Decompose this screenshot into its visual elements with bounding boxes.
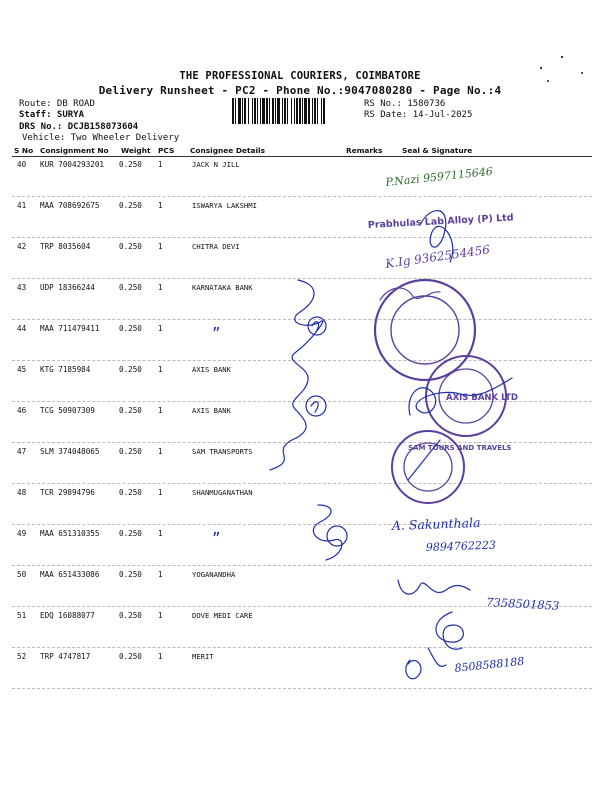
cell-sno: 46 <box>17 406 27 415</box>
cell-consignment: TCR 29894796 <box>40 488 95 497</box>
barcode-bar <box>308 98 310 124</box>
row-divider <box>12 565 592 566</box>
cell-sno: 43 <box>17 283 27 292</box>
barcode-bar <box>260 98 261 124</box>
signature-row-42: K.Ig 9362554456 <box>384 242 491 271</box>
cell-details: KARNATAKA BANK <box>192 283 253 292</box>
cell-consignment: KUR 7004293201 <box>40 160 105 169</box>
barcode-bar <box>321 98 322 124</box>
barcode-bar <box>272 98 274 124</box>
company-title: THE PROFESSIONAL COURIERS, COIMBATORE <box>179 70 421 82</box>
cell-pcs: 1 <box>158 324 163 333</box>
barcode-bar <box>242 98 243 124</box>
signature-loop-mark <box>311 402 318 412</box>
paper-speck <box>540 67 542 69</box>
header-rule <box>12 156 592 157</box>
cell-weight: 0.250 <box>119 488 142 497</box>
row-divider <box>12 278 592 279</box>
cell-weight: 0.250 <box>119 406 142 415</box>
cell-pcs: 1 <box>158 406 163 415</box>
barcode-bar <box>304 98 307 124</box>
signature-phone-row-49: 9894762223 <box>425 538 497 554</box>
cell-consignment: MAA 711479411 <box>40 324 100 333</box>
row-divider <box>12 647 592 648</box>
row-divider <box>12 524 592 525</box>
paper-speck <box>561 56 563 58</box>
ditto-mark: ” <box>212 326 221 342</box>
cell-pcs: 1 <box>158 242 163 251</box>
cell-details: AXIS BANK <box>192 365 231 374</box>
barcode-bar <box>282 98 283 124</box>
barcode-bar <box>254 98 256 124</box>
signature-scribble-row-42 <box>380 288 440 300</box>
row-divider <box>12 688 592 689</box>
signature-scribble-row-50 <box>398 580 470 594</box>
cell-consignment: SLM 374048065 <box>40 447 100 456</box>
row-divider <box>12 401 592 402</box>
cell-weight: 0.250 <box>119 447 142 456</box>
signature-loop <box>306 396 326 416</box>
barcode-bar <box>257 98 258 124</box>
cell-weight: 0.250 <box>119 283 142 292</box>
cell-pcs: 1 <box>158 201 163 210</box>
col-header-consignment: Consignment No <box>40 146 109 155</box>
barcode-bar <box>317 98 318 124</box>
cell-details: JACK N JILL <box>192 160 240 169</box>
cell-weight: 0.250 <box>119 529 142 538</box>
barcode-bar <box>294 98 295 124</box>
vehicle-label: Vehicle: Two Wheeler Delivery <box>22 133 180 143</box>
barcode-bar <box>266 98 268 124</box>
cell-consignment: MAA 651310355 <box>40 529 100 538</box>
company-stamp-row-41: Prabhulas Lab Alloy (P) Ltd <box>367 212 514 231</box>
barcode-bar <box>291 98 292 124</box>
rs-date-label: RS Date: 14-Jul-2025 <box>364 110 473 120</box>
barcode <box>232 98 360 124</box>
barcode-bar <box>235 98 236 124</box>
barcode-bar <box>252 98 253 124</box>
drs-label: DRS No.: DCJB158073604 <box>19 122 139 132</box>
cell-pcs: 1 <box>158 570 163 579</box>
cell-sno: 50 <box>17 570 27 579</box>
cell-details: SHANMUGANATHAN <box>192 488 253 497</box>
cell-weight: 0.250 <box>119 365 142 374</box>
cell-pcs: 1 <box>158 160 163 169</box>
barcode-bar <box>299 98 301 124</box>
signature-scribble-row-52 <box>406 648 446 679</box>
cell-pcs: 1 <box>158 447 163 456</box>
barcode-bar <box>277 98 280 124</box>
barcode-bar <box>232 98 234 124</box>
barcode-bar <box>296 98 298 124</box>
signature-name-row-49: A. Sakunthala <box>391 514 481 533</box>
signature-loop-mark <box>312 322 319 332</box>
svg-text:SAM TOURS AND TRAVELS: SAM TOURS AND TRAVELS <box>408 444 512 452</box>
signature-loop <box>327 526 347 546</box>
cell-consignment: TRP 8035604 <box>40 242 91 251</box>
cell-weight: 0.250 <box>119 611 142 620</box>
cell-pcs: 1 <box>158 529 163 538</box>
barcode-bar <box>284 98 286 124</box>
cell-details: YOGANANDHA <box>192 570 236 579</box>
cell-consignment: MAA 651433086 <box>40 570 100 579</box>
cell-weight: 0.250 <box>119 652 142 661</box>
row-divider <box>12 360 592 361</box>
barcode-bar <box>238 98 241 124</box>
barcode-bar <box>269 98 270 124</box>
cell-sno: 49 <box>17 529 27 538</box>
barcode-bar <box>302 98 303 124</box>
ditto-mark: ” <box>212 531 221 547</box>
col-header-seal: Seal & Signature <box>402 146 473 155</box>
cell-details: ISWARYA LAKSHMI <box>192 201 257 210</box>
barcode-bar <box>314 98 316 124</box>
col-header-sno: S No <box>14 146 34 155</box>
bank-seal-row-45 <box>426 356 518 436</box>
runsheet-title: Delivery Runsheet - PC2 - Phone No.:9047080280 - Page No.:4 <box>98 84 502 97</box>
cell-sno: 47 <box>17 447 27 456</box>
rs-no-label: RS No.: 1580736 <box>364 99 446 109</box>
cell-consignment: MAA 708692675 <box>40 201 100 210</box>
cell-consignment: UDP 18366244 <box>40 283 95 292</box>
route-label: Route: DB ROAD <box>19 99 95 109</box>
cell-sno: 52 <box>17 652 27 661</box>
signature-phone-row-52: 8508588188 <box>453 654 525 675</box>
signature-scribble-row-51 <box>436 612 463 649</box>
cell-consignment: EDQ 16088077 <box>40 611 95 620</box>
row-divider <box>12 196 592 197</box>
cell-sno: 45 <box>17 365 27 374</box>
barcode-bar <box>323 98 325 124</box>
svg-text:AXIS BANK LTD: AXIS BANK LTD <box>446 393 518 403</box>
cell-details: CHITRA DEVI <box>192 242 240 251</box>
cell-pcs: 1 <box>158 365 163 374</box>
barcode-bar <box>287 98 288 124</box>
cell-weight: 0.250 <box>119 570 142 579</box>
cell-details: SAM TRANSPORTS <box>192 447 253 456</box>
signature-row-40: P.Nazi 9597115646 <box>384 164 494 189</box>
cell-pcs: 1 <box>158 488 163 497</box>
row-divider <box>12 319 592 320</box>
cell-details: AXIS BANK <box>192 406 231 415</box>
cell-weight: 0.250 <box>119 201 142 210</box>
barcode-bar <box>262 98 265 124</box>
cell-sno: 41 <box>17 201 27 210</box>
staff-label: Staff: SURYA <box>19 110 85 120</box>
row-divider <box>12 606 592 607</box>
cell-weight: 0.250 <box>119 324 142 333</box>
cell-details: DOVE MEDI CARE <box>192 611 253 620</box>
col-header-weight: Weight <box>121 146 151 155</box>
cell-consignment: KTG 7185984 <box>40 365 91 374</box>
cell-consignment: TCG 50907309 <box>40 406 95 415</box>
cell-sno: 51 <box>17 611 27 620</box>
col-header-pcs: PCS <box>158 146 175 155</box>
barcode-bar <box>312 98 313 124</box>
cell-pcs: 1 <box>158 652 163 661</box>
cell-pcs: 1 <box>158 611 163 620</box>
cell-pcs: 1 <box>158 283 163 292</box>
row-divider <box>12 442 592 443</box>
signature-scribble-row-45 <box>409 378 512 415</box>
barcode-bar <box>248 98 249 124</box>
cell-consignment: TRP 4747817 <box>40 652 91 661</box>
row-divider <box>12 237 592 238</box>
cell-sno: 40 <box>17 160 27 169</box>
signature-squiggle-row-49 <box>313 505 341 560</box>
cell-sno: 44 <box>17 324 27 333</box>
cell-weight: 0.250 <box>119 242 142 251</box>
col-header-details: Consignee Details <box>190 146 265 155</box>
barcode-bar <box>244 98 246 124</box>
barcode-bar <box>275 98 276 124</box>
cell-details: MERIT <box>192 652 214 661</box>
cell-sno: 48 <box>17 488 27 497</box>
signature-scribble-row-47 <box>408 440 440 480</box>
cell-weight: 0.250 <box>119 160 142 169</box>
cell-sno: 42 <box>17 242 27 251</box>
signature-phone-row-50: 7358501853 <box>485 595 560 613</box>
col-header-remarks: Remarks <box>346 146 383 155</box>
row-divider <box>12 483 592 484</box>
round-seal-row-43 <box>375 280 475 380</box>
